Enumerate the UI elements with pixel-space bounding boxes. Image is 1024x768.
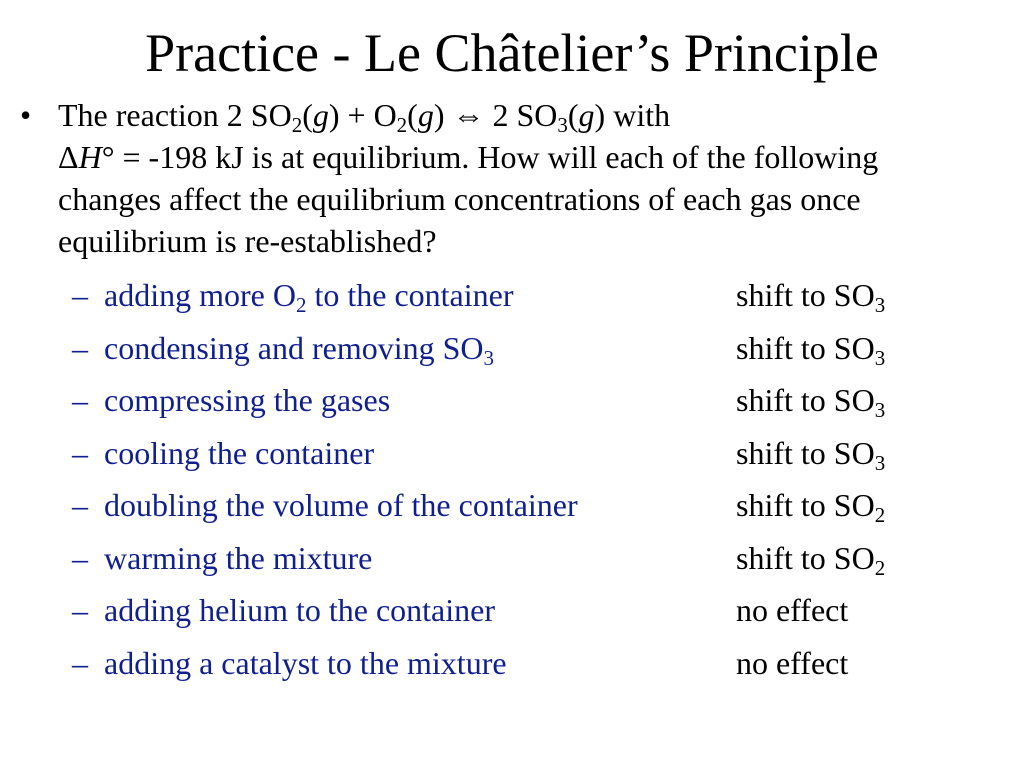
question-bullet: [20, 94, 980, 262]
effect-text: shift to $SO_2$: [736, 487, 886, 527]
slide-title: Practice - Le Châtelier’s Principle: [145, 23, 879, 83]
list-item: [72, 272, 972, 325]
changes-list: [72, 272, 972, 692]
change-text: adding a catalyst to the mixture: [104, 644, 507, 681]
change-text: cooling the container: [104, 434, 375, 471]
effect-text: shift to $SO_3$: [736, 434, 886, 475]
dash: –: [72, 382, 88, 418]
effect-text: no effect: [736, 592, 849, 628]
dash: –: [72, 592, 88, 628]
change-text: adding helium to the container: [104, 592, 495, 628]
change-text: adding more $O_2$ to the container: [104, 277, 514, 317]
list-item: [72, 482, 972, 535]
bullet-dot: •: [20, 97, 32, 133]
list-item: [72, 325, 972, 378]
change-text: warming the mixture: [104, 539, 373, 576]
change-text: doubling the volume of the container: [104, 487, 578, 523]
dash: –: [72, 539, 88, 576]
effect-text: shift to $SO_3$: [736, 382, 886, 422]
dash: –: [72, 329, 88, 366]
list-item: [72, 640, 972, 693]
dash: –: [72, 434, 88, 471]
list-item: [72, 535, 972, 588]
list-item: [72, 587, 972, 640]
dash: –: [72, 277, 88, 313]
list-item: [72, 377, 972, 430]
effect-text: shift to $SO_3$: [736, 329, 886, 370]
dash: –: [72, 644, 88, 681]
effect-text: no effect: [736, 644, 849, 681]
dash: –: [72, 487, 88, 523]
change-text: condensing and removing $SO_3$: [104, 329, 494, 370]
list-item: [72, 430, 972, 483]
question-text: The reaction 2 $SO_2(g) + O_2(g)$ ⇔ 2 $SO_3(g)$ with ΔH° = -198 kJ is at equilibrium. How will each of the following changes affect the equilibrium concentrations of each gas once equilibrium is re-established?: [58, 97, 879, 259]
effect-text: shift to $SO_3$: [736, 277, 886, 317]
change-text: compressing the gases: [104, 382, 391, 418]
effect-text: shift to $SO_2$: [736, 539, 886, 580]
